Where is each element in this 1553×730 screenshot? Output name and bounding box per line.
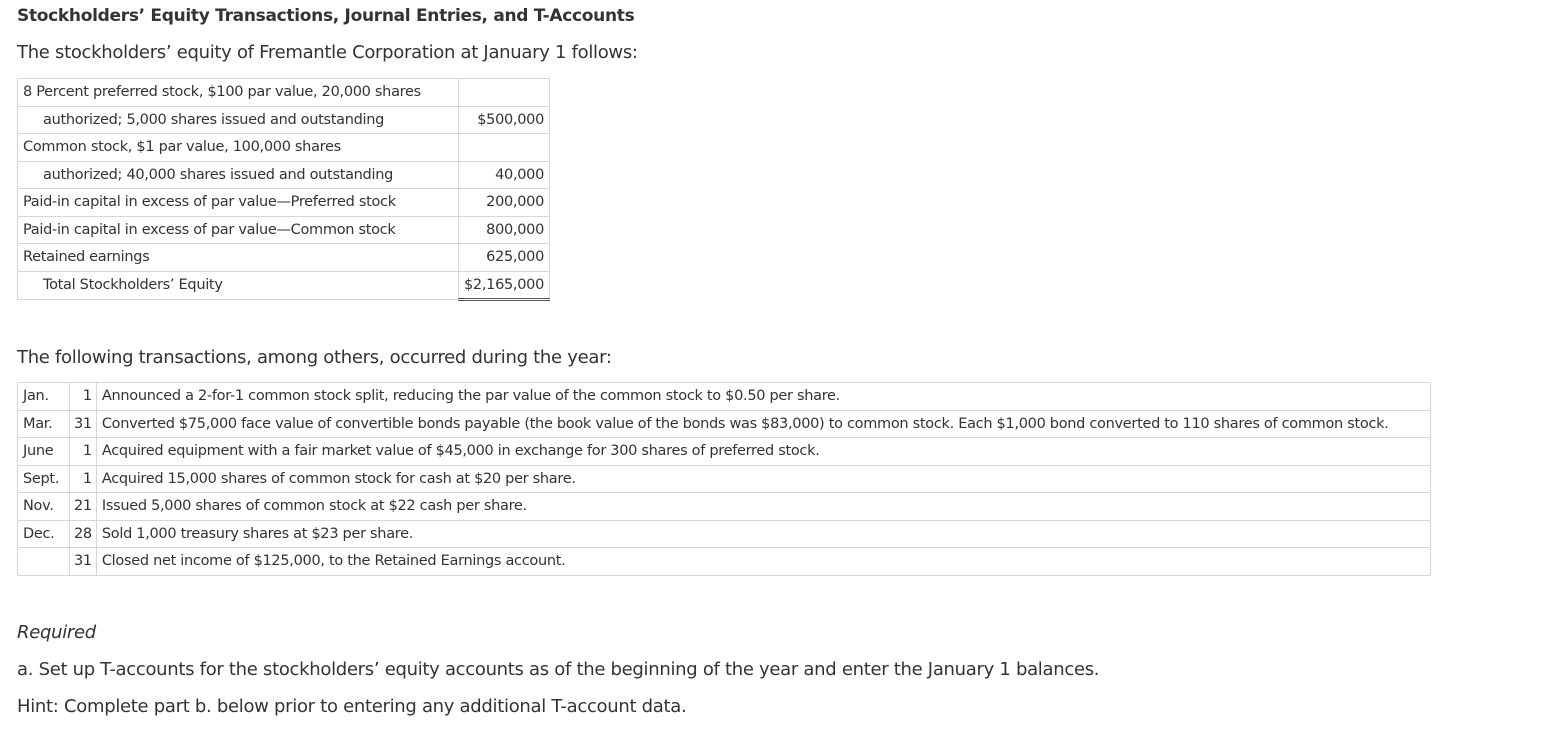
- transaction-month: [18, 548, 70, 576]
- table-row: [18, 548, 1431, 576]
- equity-amount: [459, 134, 550, 162]
- equity-amount: $500,000: [459, 106, 550, 134]
- table-row: [18, 383, 1431, 411]
- equity-total-amount: $2,165,000: [459, 271, 550, 300]
- table-row: [18, 134, 550, 162]
- equity-total-label: Total Stockholders’ Equity: [18, 271, 459, 300]
- equity-label: authorized; 40,000 shares issued and outstanding: [18, 161, 459, 189]
- required-heading: Required: [17, 622, 96, 643]
- transaction-description: Announced a 2-for-1 common stock split, reducing the par value of the common stock to $0.50 per share.: [96, 383, 1430, 411]
- hint-text: Hint: Complete part b. below prior to entering any additional T-account data.: [17, 696, 687, 717]
- equity-label: Paid-in capital in excess of par value—Preferred stock: [18, 189, 459, 217]
- intro-text: The stockholders’ equity of Fremantle Corporation at January 1 follows:: [17, 42, 638, 63]
- table-row: [18, 161, 550, 189]
- transaction-day: 28: [70, 520, 97, 548]
- transaction-description: Closed net income of $125,000, to the Retained Earnings account.: [96, 548, 1430, 576]
- equity-label: Paid-in capital in excess of par value—Common stock: [18, 216, 459, 244]
- transaction-description: Issued 5,000 shares of common stock at $22 cash per share.: [96, 493, 1430, 521]
- transaction-month: June: [18, 438, 70, 466]
- equity-amount: 625,000: [459, 244, 550, 272]
- equity-amount: [459, 79, 550, 107]
- transaction-day: 1: [70, 465, 97, 493]
- transactions-table: [17, 382, 1431, 576]
- transaction-description: Acquired equipment with a fair market value of $45,000 in exchange for 300 shares of preferred stock.: [96, 438, 1430, 466]
- table-row: [18, 216, 550, 244]
- table-row: [18, 271, 550, 300]
- transaction-day: 1: [70, 438, 97, 466]
- transaction-day: 31: [70, 548, 97, 576]
- transaction-description: Sold 1,000 treasury shares at $23 per share.: [96, 520, 1430, 548]
- equity-table: [17, 78, 550, 301]
- transaction-month: Nov.: [18, 493, 70, 521]
- table-row: [18, 465, 1431, 493]
- equity-label: Common stock, $1 par value, 100,000 shares: [18, 134, 459, 162]
- table-row: [18, 520, 1431, 548]
- equity-label: 8 Percent preferred stock, $100 par value, 20,000 shares: [18, 79, 459, 107]
- table-row: [18, 79, 550, 107]
- equity-label: authorized; 5,000 shares issued and outstanding: [18, 106, 459, 134]
- transactions-intro: The following transactions, among others, occurred during the year:: [17, 347, 612, 368]
- table-row: [18, 244, 550, 272]
- transaction-day: 1: [70, 383, 97, 411]
- required-part-a: a. Set up T-accounts for the stockholders’ equity accounts as of the beginning of the year and enter the January 1 balances.: [17, 659, 1100, 680]
- equity-amount: 40,000: [459, 161, 550, 189]
- transaction-month: Sept.: [18, 465, 70, 493]
- transaction-month: Jan.: [18, 383, 70, 411]
- table-row: [18, 438, 1431, 466]
- table-row: [18, 410, 1431, 438]
- transaction-day: 21: [70, 493, 97, 521]
- transaction-day: 31: [70, 410, 97, 438]
- page-title: Stockholders’ Equity Transactions, Journal Entries, and T-Accounts: [17, 6, 635, 26]
- table-row: [18, 189, 550, 217]
- transaction-description: Converted $75,000 face value of convertible bonds payable (the book value of the bonds was $83,000) to common stock. Each $1,000 bond converted to 110 shares of common stock.: [96, 410, 1430, 438]
- transaction-month: Dec.: [18, 520, 70, 548]
- transaction-month: Mar.: [18, 410, 70, 438]
- equity-amount: 800,000: [459, 216, 550, 244]
- table-row: [18, 493, 1431, 521]
- table-row: [18, 106, 550, 134]
- equity-label: Retained earnings: [18, 244, 459, 272]
- transaction-description: Acquired 15,000 shares of common stock for cash at $20 per share.: [96, 465, 1430, 493]
- equity-amount: 200,000: [459, 189, 550, 217]
